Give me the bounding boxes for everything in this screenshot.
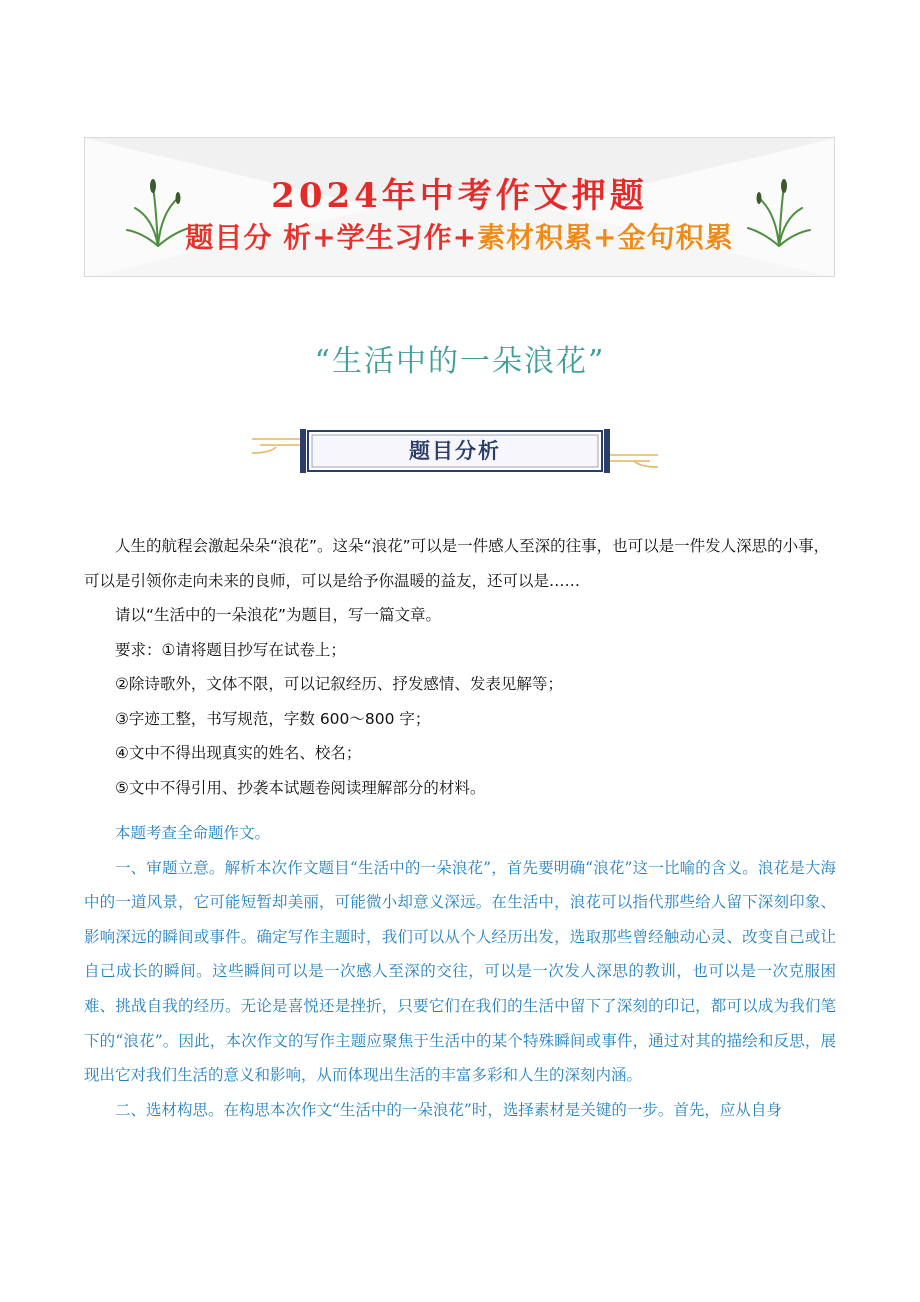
header-banner [84, 137, 835, 277]
section-scroll [250, 417, 660, 487]
requirement-3: ③字迹工整，书写规范，字数 600～800 字； [115, 709, 431, 728]
requirement-4: ④文中不得出现真实的姓名、校名； [115, 744, 362, 762]
requirement-1: 要求：①请将题目抄写在试卷上； [115, 640, 346, 659]
section-label: 题目分析 [409, 438, 501, 463]
banner-part-material: 素材积累+ [477, 221, 618, 254]
banner-title: 2024年中考作文押题 [271, 176, 648, 216]
prompt-instruction: 请以“生活中的一朵浪花”为题目，写一篇文章。 [115, 606, 442, 624]
requirement-2: ②除诗歌外，文体不限，可以记叙经历、抒发感情、发表见解等； [115, 675, 563, 693]
banner-part-essay: 学生习作+ [336, 221, 478, 254]
page-title: “生活中的一朵浪花” [314, 344, 606, 379]
banner-subtitle [85, 216, 834, 256]
banner-part-analysis: 题目分 析+ [185, 221, 337, 254]
analysis-section [84, 816, 836, 1127]
banner-part-quotes: 金句积累 [617, 221, 734, 254]
analysis-topic: 一、审题立意。解析本次作文题目“生活中的一朵浪花”，首先要明确“浪花”这一比喻的含义。浪花是大海中的一道风景，它可能短暂却美丽，可能微小却意义深远。在生活中，浪花可以指代那些给人留下深刻印象、影响深远的瞬间或事件。确定写作主题时，我们可以从个人经历出发，选取那些曾经触动心灵、改变自己或让自己成长的瞬间。这些瞬间可以是一次感人至深的交往，可以是一次发人深思的教训，也可以是一次克服困难、挑战自我的经历。无论是喜悦还是挫折，只要它们在我们的生活中留下了深刻的印记，都可以成为我们笔下的“浪花”。因此，本次作文的写作主题应聚焦于生活中的某个特殊瞬间或事件，通过对其的描绘和反思，展现出它对我们生活的意义和影响，从而体现出生活的丰富多彩和人生的深刻内涵。 [84, 858, 836, 1085]
analysis-material: 二、选材构思。在构思本次作文“生活中的一朵浪花”时，选择素材是关键的一步。首先，应从自身 [115, 1100, 782, 1119]
requirement-5: ⑤文中不得引用、抄袭本试题卷阅读理解部分的材料。 [115, 778, 486, 797]
analysis-intro: 本题考查全命题作文。 [115, 824, 271, 842]
essay-prompt [84, 529, 836, 805]
prompt-paragraph: 人生的航程会激起朵朵“浪花”。这朵“浪花”可以是一件感人至深的往事，也可以是一件发人深思的小事，可以是引领你走向未来的良师，可以是给予你温暖的益友，还可以是…… [84, 537, 830, 590]
